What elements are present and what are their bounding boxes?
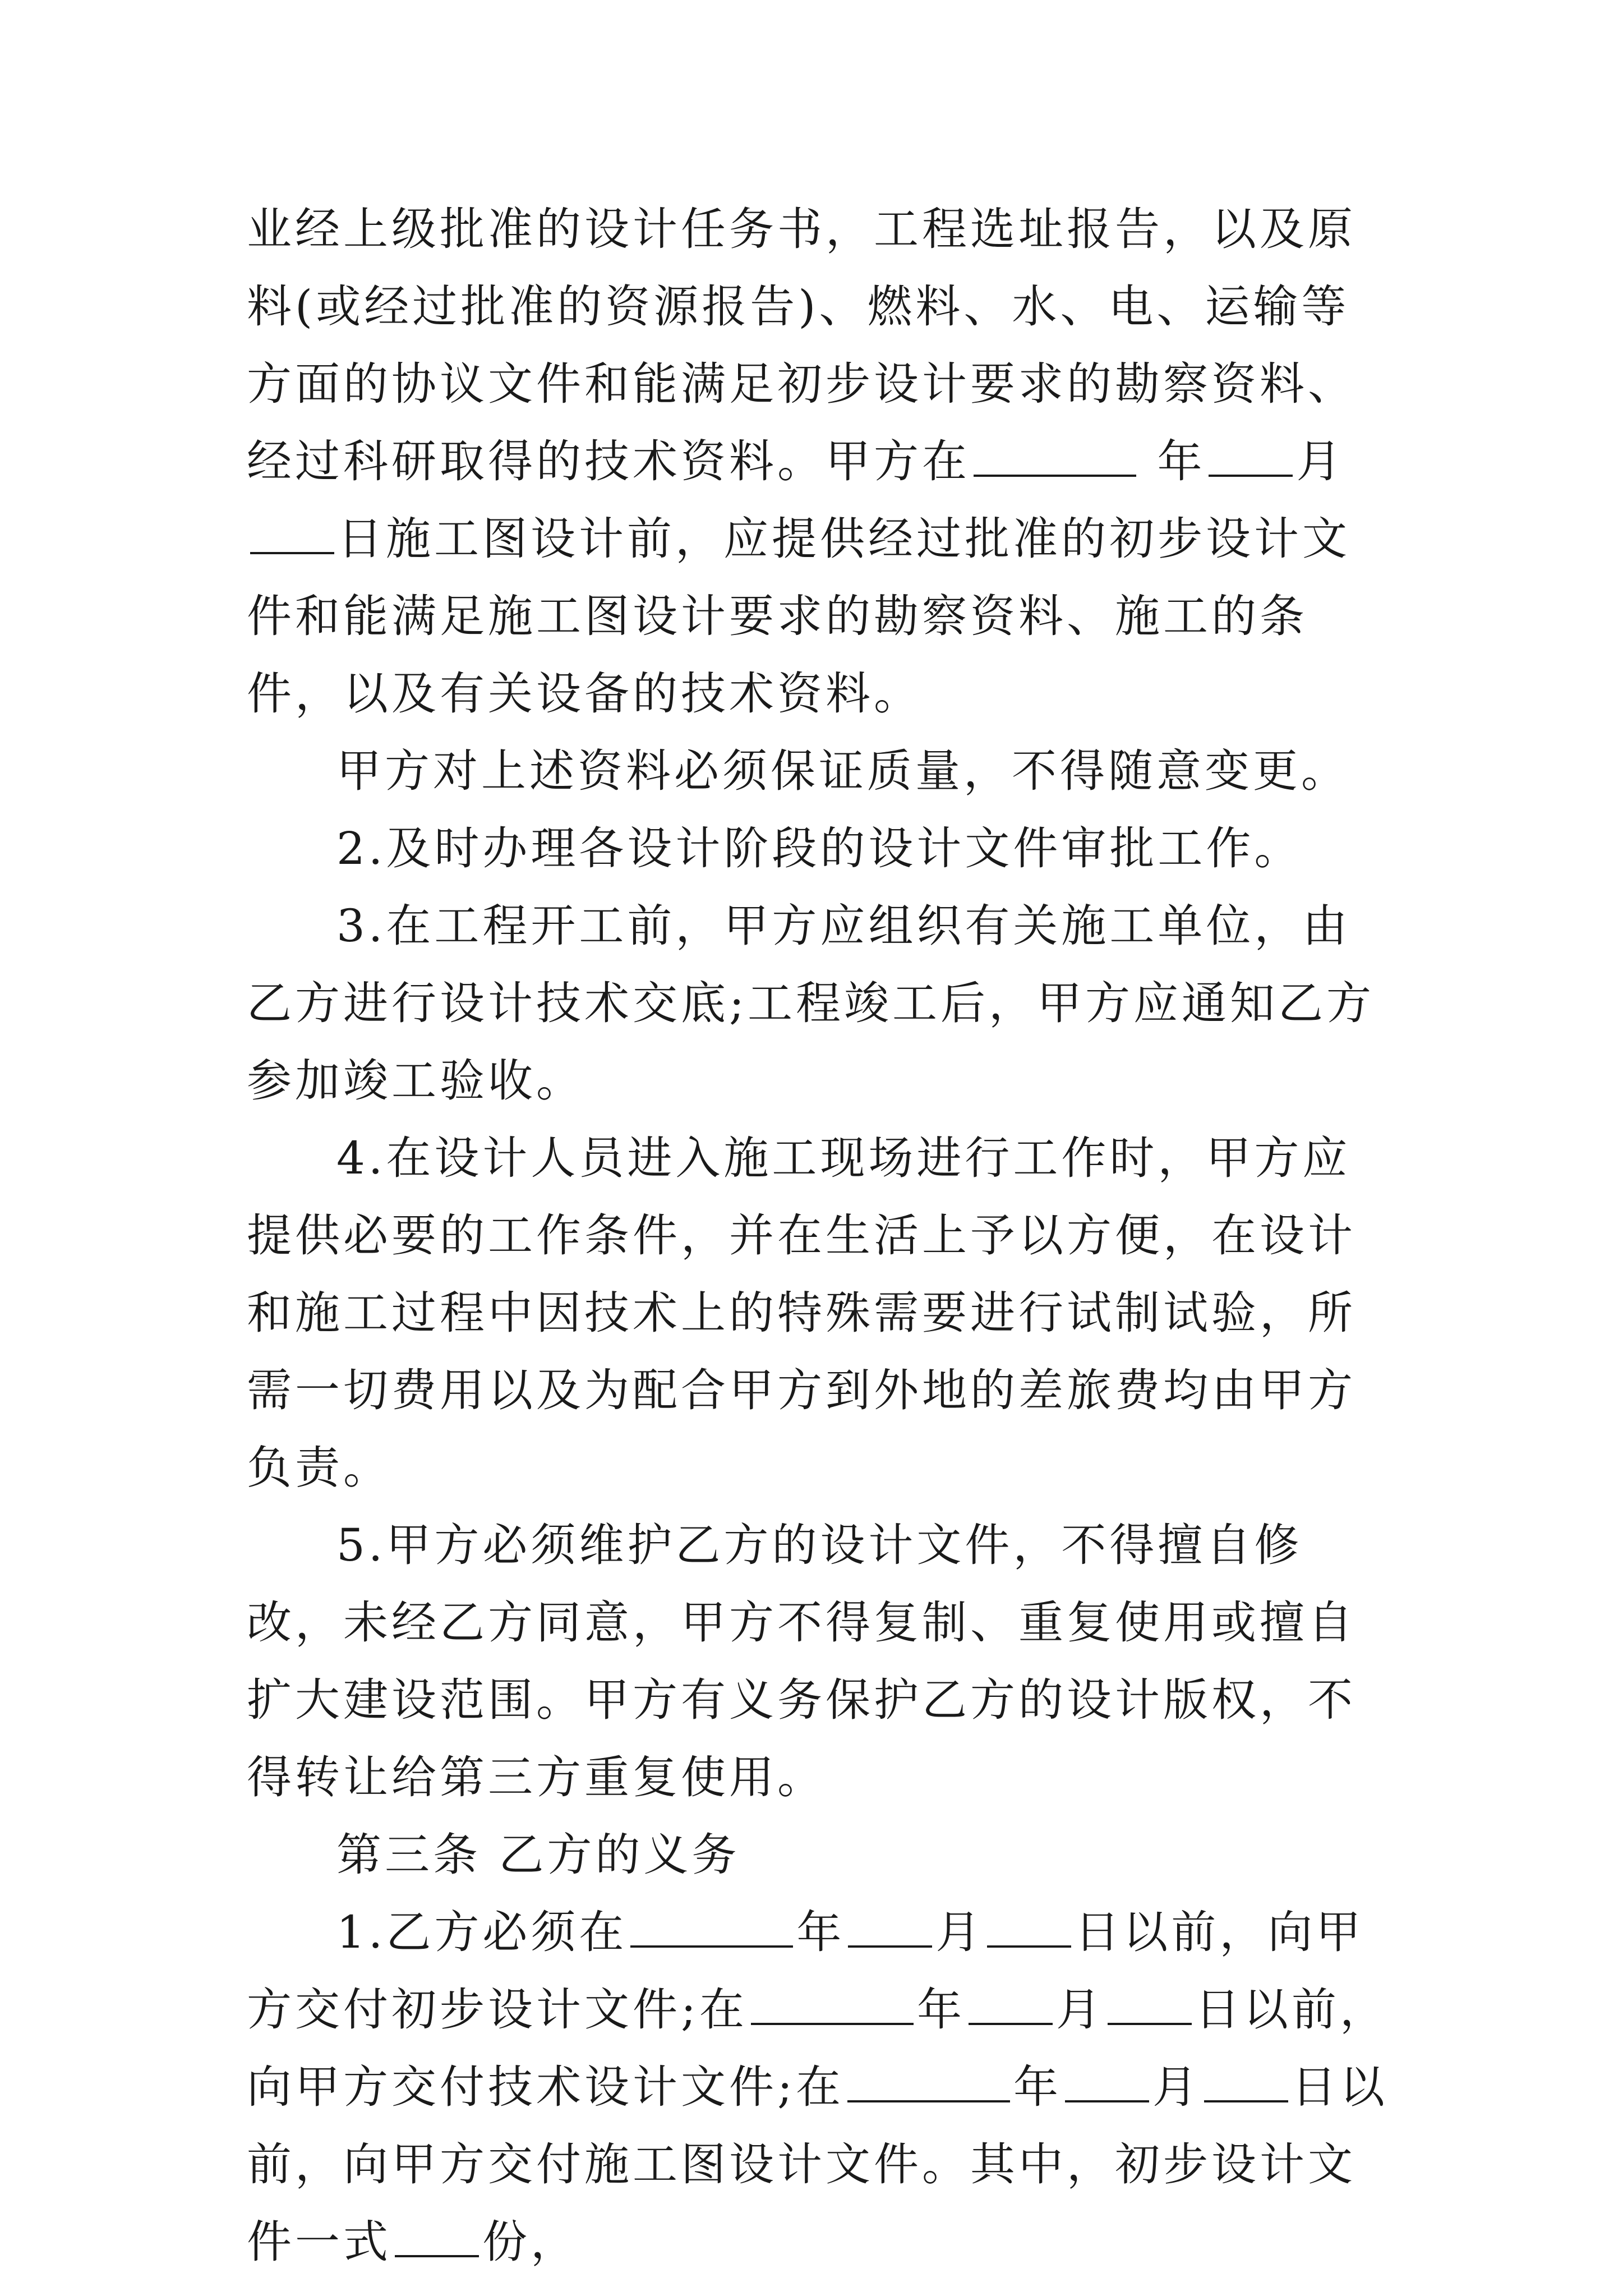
text-run: 日施工图设计前，应提供经过批准的初步设计文件和能满足施工图设计要求的勘察资料、施工的条件，以及有关设备的技术资料。	[247, 513, 1350, 720]
paragraph-item-2: 2.及时办理各设计阶段的设计文件审批工作。	[336, 822, 1303, 875]
paragraph-item-4: 4.在设计人员进入施工现场进行工作时，甲方应提供必要的工作条件，并在生活上予以方便，在设计和施工过程中因技术上的特殊需要进行试制试验，所需一切费用以及为配合甲方到外地的差旅费均由甲方负责。	[247, 1132, 1356, 1494]
paragraph-materials	[247, 191, 1391, 733]
text-run: 年	[1157, 435, 1206, 487]
text-run: 日以前，向甲方交付初步设计文件;在	[247, 1906, 1364, 2036]
text-run: 份，	[482, 2216, 579, 2268]
text-run: 日以前，向甲方交付施工图设计文件。其中，初步设计文件一式	[247, 2061, 1388, 2268]
date-blank-year	[847, 2059, 1010, 2102]
date-blank-year	[630, 1904, 793, 1948]
paragraph-item-3: 3.在工程开工前，甲方应组织有关施工单位，由乙方进行设计技术交底;工程竣工后，甲方应通知乙方参加竣工验收。	[247, 900, 1375, 1107]
text-run: 1.乙方必须在	[336, 1906, 628, 1958]
paragraph-quality: 甲方对上述资料必须保证质量，不得随意变更。	[336, 745, 1349, 797]
date-blank-day	[1108, 1981, 1192, 2025]
text-run: 月	[1055, 1984, 1104, 2036]
text-run: 年	[796, 1906, 845, 1958]
date-blank-month	[848, 1904, 932, 1948]
date-blank-month	[1209, 433, 1293, 477]
text-run: 日以前，向甲方交付技术设计文件;在	[247, 1984, 1388, 2113]
date-blank-day	[987, 1904, 1071, 1948]
date-blank-day	[1204, 2059, 1288, 2102]
date-blank-month	[1065, 2059, 1149, 2102]
text-run: 年	[916, 1984, 965, 2036]
text-run: 月	[1152, 2061, 1201, 2113]
section-heading-article-3: 第三条 乙方的义务	[336, 1829, 740, 1881]
date-blank-year	[974, 433, 1136, 477]
date-blank-month	[969, 1981, 1053, 2025]
paragraph-item-5: 5.甲方必须维护乙方的设计文件，不得擅自修改，未经乙方同意，甲方不得复制、重复使用或擅自扩大建设范围。甲方有义务保护乙方的设计版权，不得转让给第三方重复使用。	[247, 1519, 1356, 1803]
text-run: 月	[935, 1906, 984, 1958]
text-run: 业经上级批准的设计任务书，工程选址报告，以及原料(或经过批准的资源报告)、燃料、水、电、运输等方面的协议文件和能满足初步设计要求的勘察资料、经过科研取得的技术资料。甲方在	[247, 203, 1356, 487]
text-run: 月	[1296, 435, 1345, 487]
document-body	[247, 191, 1391, 2281]
paragraph-article-3-item-1	[247, 1894, 1391, 2281]
text-run: 年	[1013, 2061, 1062, 2113]
copies-blank	[395, 2214, 479, 2257]
date-blank-year	[751, 1981, 914, 2025]
date-blank-day	[250, 510, 334, 554]
